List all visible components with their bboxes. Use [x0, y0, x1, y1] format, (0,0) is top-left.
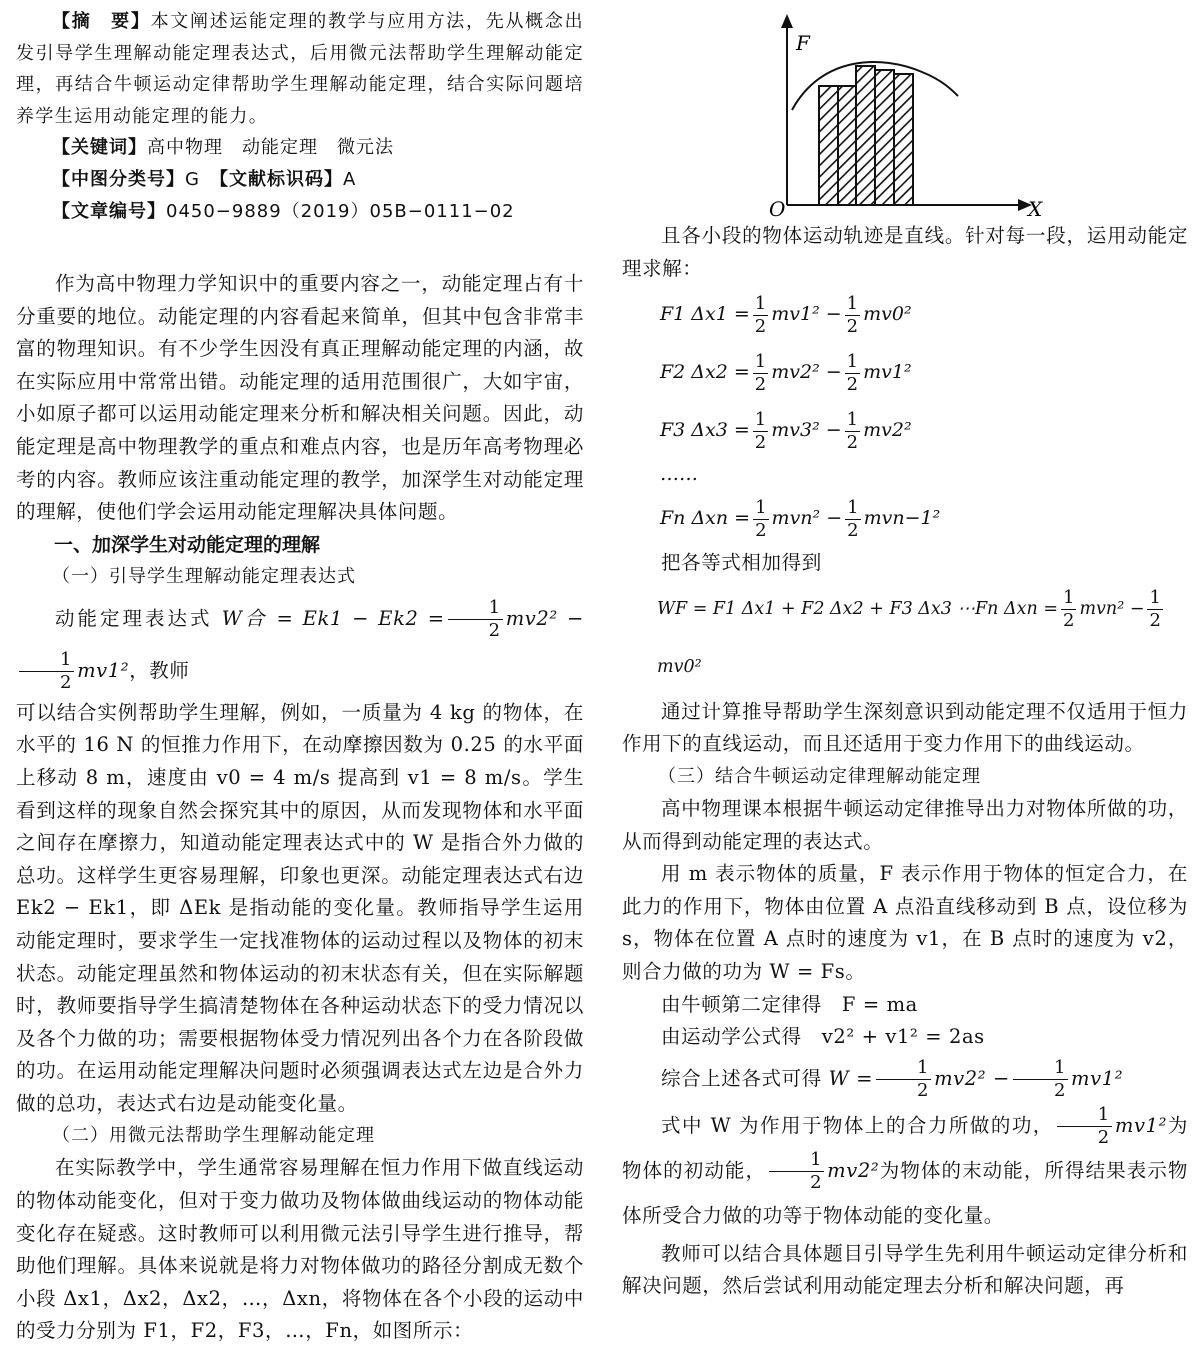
axis-label-o: O [769, 197, 786, 220]
p8-final-ke: mv2² [827, 1158, 880, 1182]
comb-left: W = [828, 1066, 874, 1090]
clc-tag: 【中图分类号】 [52, 169, 185, 190]
work-sum-equation [622, 580, 1188, 696]
fraction-half [876, 1057, 931, 1102]
fraction-half [753, 409, 768, 454]
right-column [622, 0, 1188, 1303]
eq-mv2: mv2² − [505, 606, 584, 630]
fraction-half [19, 649, 74, 694]
explanation-paragraph [622, 1104, 1188, 1238]
frac-den: 2 [1149, 609, 1161, 631]
frac-num: 1 [1062, 586, 1075, 608]
eq2-term-b: mv1² [863, 361, 912, 384]
eqn-left: Fn Δxn = [660, 507, 751, 530]
axis-label-f: F [796, 31, 810, 55]
conclusion-paragraph: 通过计算推导帮助学生深刻意识到动能定理不仅适用于恒力作用下的直线运动，而且还适用于变力作用下的曲线运动。 [622, 699, 1188, 756]
left-column [16, 0, 584, 1348]
eq1-left: F1 Δx1 = [660, 303, 750, 326]
frac-num: 1 [846, 350, 859, 372]
frac-num: 1 [754, 350, 767, 372]
doc-value: A [342, 169, 357, 190]
comb-term-a: mv2² − [934, 1066, 1010, 1090]
strip-2 [838, 86, 856, 205]
fraction-half [1057, 1104, 1112, 1149]
eq-mv1: mv1² [77, 658, 130, 682]
frac-den: 2 [755, 519, 767, 541]
frac-den: 2 [847, 519, 859, 541]
strip-5 [894, 74, 913, 205]
wf-term-a: mvn² − [1079, 598, 1145, 619]
keywords-tag: 【关键词】 [52, 137, 147, 158]
strip-4 [875, 70, 894, 205]
p8-part-e: 为物体的末动能，所得结果表示物体所受合力做的功等于物体动能的变化量。 [622, 1158, 1188, 1227]
strip-3 [856, 66, 875, 205]
kinematics-line: 由运动学公式得 v2² + v1² = 2as [661, 1025, 985, 1049]
classification [16, 164, 584, 196]
keywords [16, 132, 584, 164]
frac-num: 1 [769, 1149, 824, 1172]
derivation-paragraph: 用 m 表示物体的质量，F 表示作用于物体的恒定合力，在此力的作用下，物体由位置 A 点沿直线移动到 B 点，设位移为 s，物体在位置 A 点时的速度为 v1，在 B 点时的速度为 v2，则合力做的功为 W = Fs。 [622, 862, 1188, 983]
fraction-half [1013, 1057, 1068, 1102]
frac-den: 2 [846, 315, 859, 337]
frac-num: 1 [846, 408, 859, 430]
frac-den: 2 [754, 431, 767, 453]
abstract [16, 6, 584, 132]
fraction-half [753, 293, 768, 338]
eq1-term-b: mv0² [863, 303, 912, 326]
eq-text: W合 = Ek1 − Ek2 = [221, 606, 445, 630]
frac-num: 1 [1013, 1057, 1068, 1080]
equation-2 [622, 343, 1188, 401]
abstract-tag: 【摘 要】 [52, 11, 151, 32]
eq-intro: 动能定理表达式 [55, 606, 213, 630]
newton-law-line: 由牛顿第二定律得 F = ma [661, 992, 918, 1016]
fraction-half [769, 1149, 824, 1194]
fraction-half [845, 497, 860, 542]
frac-num: 1 [754, 292, 767, 314]
wf-left: WF = F1 Δx1 + F2 Δx2 + F3 Δx3 ⋯Fn Δxn = [657, 598, 1058, 619]
fraction-half [448, 597, 503, 642]
eq1-term-a: mv1² − [771, 303, 842, 326]
fraction-half [845, 409, 860, 454]
frac-num: 1 [847, 496, 859, 518]
doc-tag: 【文献标识码】 [218, 169, 343, 190]
frac-den: 2 [754, 315, 767, 337]
wf-term-b: mv0² [657, 656, 702, 677]
frac-num: 1 [754, 408, 767, 430]
frac-num: 1 [1149, 586, 1161, 608]
comb-intro: 综合上述各式可得 [661, 1066, 822, 1090]
subsection-heading-2: （二）用微元法帮助学生理解动能定理 [52, 1125, 375, 1147]
frac-den: 2 [810, 1171, 823, 1193]
frac-num: 1 [755, 496, 767, 518]
article-value: 0450−9889（2019）05B−0111−02 [166, 201, 515, 222]
frac-den: 2 [1053, 1079, 1067, 1101]
article-tag: 【文章编号】 [52, 201, 166, 222]
frac-den: 2 [488, 619, 501, 641]
fraction-half [753, 497, 768, 542]
fraction-half [845, 351, 860, 396]
fraction-half [1061, 587, 1076, 632]
axis-label-x: X [1028, 197, 1043, 220]
frac-den: 2 [846, 431, 859, 453]
microelement-paragraph: 在实际教学中，学生通常容易理解在恒力作用下做直线运动的物体动能变化，但对于变力做功及物体做曲线运动的物体动能变化存在疑惑。这时教师可以利用微元法引导学生进行推导，帮助他们理解。具体来说就是将力对物体做功的路径分割成无数个小段 Δx1，Δx2，Δx2，…，Δxn，将物体在各个小段的运动中的受力分别为 F1，F2，F3，…，Fn，如图所示： [16, 1156, 584, 1343]
closing-paragraph: 教师可以结合具体题目引导学生先利用牛顿运动定律分析和解决问题，然后尝试利用动能定理去分析和解决问题，再 [622, 1241, 1188, 1298]
clc-value: G [185, 169, 200, 190]
fraction-half [845, 293, 860, 338]
eq3-term-a: mv3² − [771, 419, 842, 442]
p8-part-a: 式中 W 为作用于物体上的合力所做的功， [661, 1113, 1054, 1137]
sum-intro: 把各等式相加得到 [661, 551, 822, 575]
frac-den: 2 [917, 1079, 930, 1101]
frac-den: 2 [60, 671, 73, 693]
eq2-left: F2 Δx2 = [660, 361, 750, 384]
equation-n [622, 489, 1188, 547]
keywords-text: 高中物理 动能定理 微元法 [147, 137, 394, 158]
comb-term-b: mv1² [1071, 1066, 1124, 1090]
fraction-half [753, 351, 768, 396]
force-displacement-figure [622, 0, 1188, 220]
p8-initial-ke: mv1² [1114, 1113, 1167, 1137]
subsection-heading-1: （一）引导学生理解动能定理表达式 [52, 565, 356, 587]
combined-equation [622, 1054, 1188, 1104]
eqn-term-a: mvn² − [771, 507, 843, 530]
frac-num: 1 [876, 1057, 931, 1080]
frac-den: 2 [754, 373, 767, 395]
p8-part-c: 为物体的初动能， [622, 1113, 1188, 1182]
abstract-text: 本文阐述运能定理的教学与应用方法，先从概念出发引导学生理解动能定理表达式，后用微元法帮助学生理解动能定理，再结合牛顿运动定律帮助学生理解动能定理，结合实际问题培养学生运用动能定理的能力。 [16, 11, 584, 127]
frac-den: 2 [1062, 609, 1075, 631]
ellipsis: …… [660, 463, 698, 486]
eq3-left: F3 Δx3 = [660, 419, 750, 442]
frac-num: 1 [1057, 1104, 1112, 1127]
strip-1 [819, 86, 838, 205]
frac-num: 1 [19, 649, 74, 672]
eq2-term-a: mv2² − [771, 361, 842, 384]
fraction-half [1147, 587, 1162, 632]
intro-paragraph: 作为高中物理力学知识中的重要内容之一，动能定理占有十分重要的地位。动能定理的内容看起来简单，但其中包含非常丰富的物理知识。有不少学生因没有真正理解动能定理的内涵，故在实际应用中常常出错。动能定理的适用范围很广，大如宇宙，小如原子都可以运用动能定理来分析和解决相关问题。因此，动能定理是高中物理教学的重点和难点内容，也是历年高考物理必考的内容。教师应该注重动能定理的教学，加深学生对动能定理的理解，使他们学会运用动能定理解决具体问题。 [16, 272, 584, 524]
example-paragraph: 可以结合实例帮助学生理解，例如，一质量为 4 kg 的物体，在水平的 16 N 的恒推力作用下，在动摩擦因数为 0.25 的水平面上移动 8 m，速度由 v0 = 4 m/s 提高到 v1 = 8 m/s。学生看到这样的现象自然会探究其中的原因，从而发现物体和水平面之间存在摩擦力，知道动能定理表达式中的 W 是指合外力做的总功。这样学生更容易理解，印象也更深。动能定理表达式右边 Ek2 − Ek1，即 ΔEk 是指动能的变化量。教师指导学生运用动能定理时，要求学生一定找准物体的运动过程以及物体的初末状态。动能定理虽然和物体运动的初末状态有关，但在实际解题时，教师要指导学生搞清楚物体在各种运动状态下的受力情况以及各个力做的功；需要根据物体受力情况列出各个力在各阶段做的功。在运用动能定理解决问题时必须强调表达式左边是合外力做的总功，表达式右边是动能变化量。 [16, 700, 584, 1115]
frac-num: 1 [448, 597, 503, 620]
eq3-term-b: mv2² [863, 419, 912, 442]
equation-3 [622, 401, 1188, 459]
frac-den: 2 [846, 373, 859, 395]
frac-num: 1 [846, 292, 859, 314]
section-heading-1: 一、加深学生对动能定理的理解 [54, 533, 321, 556]
segment-paragraph: 且各小段的物体运动轨迹是直线。针对每一段，运用动能定理求解： [622, 224, 1188, 280]
y-axis-arrow [781, 14, 793, 28]
equation-1 [622, 285, 1188, 343]
eq-after: ，教师 [129, 658, 190, 682]
equation-line [16, 593, 584, 697]
eqn-term-b: mvn−1² [863, 507, 941, 530]
frac-den: 2 [1097, 1126, 1110, 1148]
section-gap [16, 228, 584, 268]
newton-intro-paragraph: 高中物理课本根据牛顿运动定律推导出力对物体所做的功，从而得到动能定理的表达式。 [622, 796, 1188, 853]
subsection-heading-3: （三）结合牛顿运动定律理解动能定理 [658, 765, 981, 787]
article-number [16, 196, 584, 228]
